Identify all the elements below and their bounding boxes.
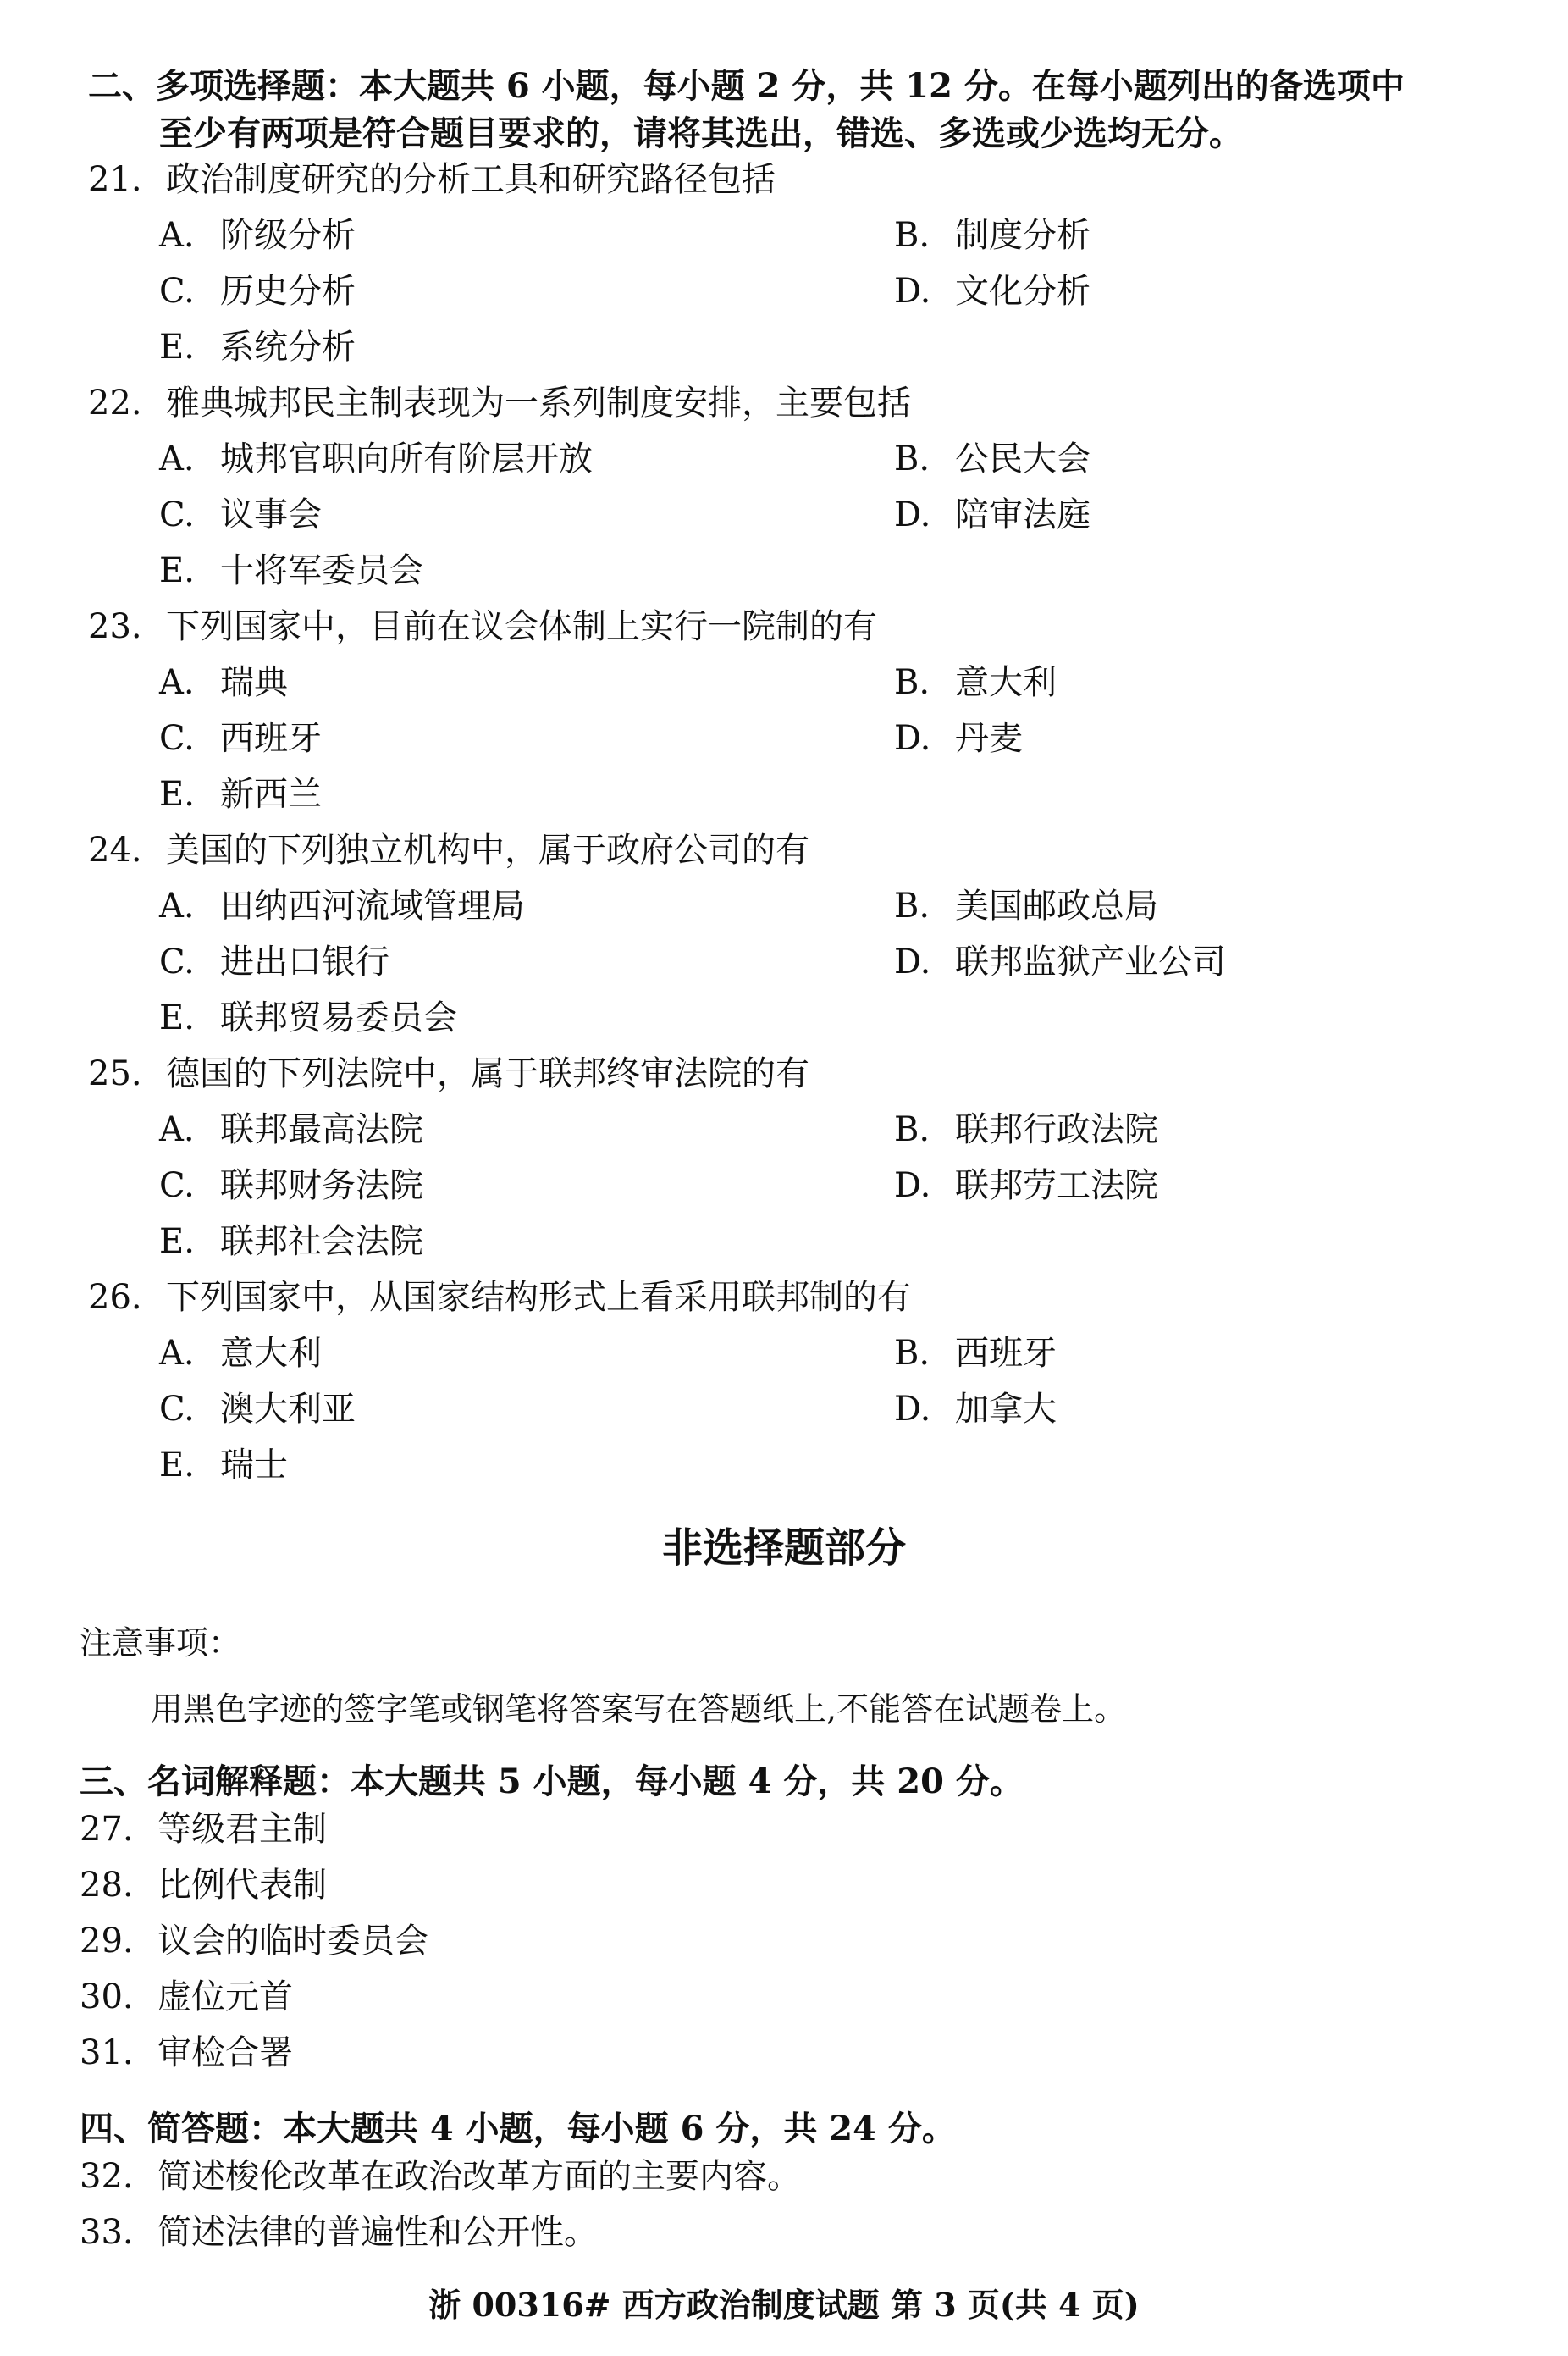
section3-heading: 三、名词解释题：本大题共 5 小题，每小题 4 分，共 20 分。 (80, 1761, 1024, 1801)
option-21c: C. 历史分析 (159, 272, 356, 311)
section4-heading: 四、简答题：本大题共 4 小题，每小题 6 分，共 24 分。 (80, 2109, 956, 2149)
option-26a: A. 意大利 (159, 1334, 322, 1373)
option-25b: B. 联邦行政法院 (894, 1110, 1158, 1149)
option-22b: B. 公民大会 (894, 440, 1090, 478)
option-23a: A. 瑞典 (159, 663, 288, 702)
question-text: 美国的下列独立机构中，属于政府公司的有 (166, 831, 809, 870)
question-32: 32. 简述梭伦改革在政治改革方面的主要内容。 (80, 2157, 801, 2196)
option-22c: C. 议事会 (159, 495, 322, 534)
option-24a: A. 田纳西河流域管理局 (159, 887, 525, 926)
option-26e: E. 瑞士 (159, 1446, 288, 1485)
question-33: 33. 简述法律的普遍性和公开性。 (80, 2213, 598, 2252)
option-23e: E. 新西兰 (159, 775, 322, 814)
option-26d: D. 加拿大 (894, 1390, 1057, 1429)
question-number: 24. (88, 831, 142, 870)
question-text: 下列国家中，目前在议会体制上实行一院制的有 (166, 607, 877, 646)
question-28: 28. 比例代表制 (80, 1866, 327, 1905)
question-number: 22. (88, 384, 142, 423)
option-21d: D. 文化分析 (894, 272, 1090, 311)
question-31: 31. 审检合署 (80, 2033, 293, 2072)
option-25a: A. 联邦最高法院 (159, 1110, 423, 1149)
option-21e: E. 系统分析 (159, 328, 356, 367)
option-25c: C. 联邦财务法院 (159, 1166, 423, 1205)
question-text: 下列国家中，从国家结构形式上看采用联邦制的有 (166, 1278, 911, 1317)
question-30: 30. 虚位元首 (80, 1977, 293, 2016)
option-22a: A. 城邦官职向所有阶层开放 (159, 440, 593, 478)
option-21b: B. 制度分析 (894, 216, 1090, 255)
option-21a: A. 阶级分析 (159, 216, 356, 255)
question-22 (88, 378, 911, 429)
option-22e: E. 十将军委员会 (159, 551, 423, 590)
option-23c: C. 西班牙 (159, 719, 322, 758)
question-number: 25. (88, 1054, 142, 1093)
question-23 (88, 601, 877, 652)
notes-text: 用黑色字迹的签字笔或钢笔将答案写在答题纸上,不能答在试题卷上。 (151, 1690, 1127, 1728)
notes-label: 注意事项： (80, 1624, 241, 1662)
option-26c: C. 澳大利亚 (159, 1390, 356, 1429)
question-text: 政治制度研究的分析工具和研究路径包括 (166, 160, 776, 199)
question-25 (88, 1048, 809, 1099)
question-26 (88, 1272, 911, 1323)
question-number: 23. (88, 607, 142, 646)
question-number: 21. (88, 160, 142, 199)
section2-heading-line1: 二、多项选择题：本大题共 6 小题，每小题 2 分，共 12 分。在每小题列出的备选项中 (88, 66, 1405, 106)
question-text: 德国的下列法院中，属于联邦终审法院的有 (166, 1054, 809, 1093)
question-24 (88, 825, 809, 876)
option-26b: B. 西班牙 (894, 1334, 1057, 1373)
non-choice-title: 非选择题部分 (661, 1524, 906, 1572)
option-24d: D. 联邦监狱产业公司 (894, 943, 1226, 982)
section2-heading-line2: 至少有两项是符合题目要求的，请将其选出，错选、多选或少选均无分。 (159, 113, 1243, 153)
question-text: 雅典城邦民主制表现为一系列制度安排，主要包括 (166, 384, 911, 423)
question-27: 27. 等级君主制 (80, 1810, 327, 1849)
option-23d: D. 丹麦 (894, 719, 1023, 758)
option-22d: D. 陪审法庭 (894, 495, 1090, 534)
question-29: 29. 议会的临时委员会 (80, 1922, 428, 1961)
option-23b: B. 意大利 (894, 663, 1057, 702)
page-footer: 浙 00316# 西方政治制度试题 第 3 页(共 4 页) (428, 2286, 1140, 2324)
option-24e: E. 联邦贸易委员会 (159, 998, 457, 1037)
option-25e: E. 联邦社会法院 (159, 1222, 423, 1261)
option-24c: C. 进出口银行 (159, 943, 389, 982)
option-24b: B. 美国邮政总局 (894, 887, 1158, 926)
option-25d: D. 联邦劳工法院 (894, 1166, 1158, 1205)
question-21 (88, 154, 776, 205)
question-number: 26. (88, 1278, 142, 1317)
